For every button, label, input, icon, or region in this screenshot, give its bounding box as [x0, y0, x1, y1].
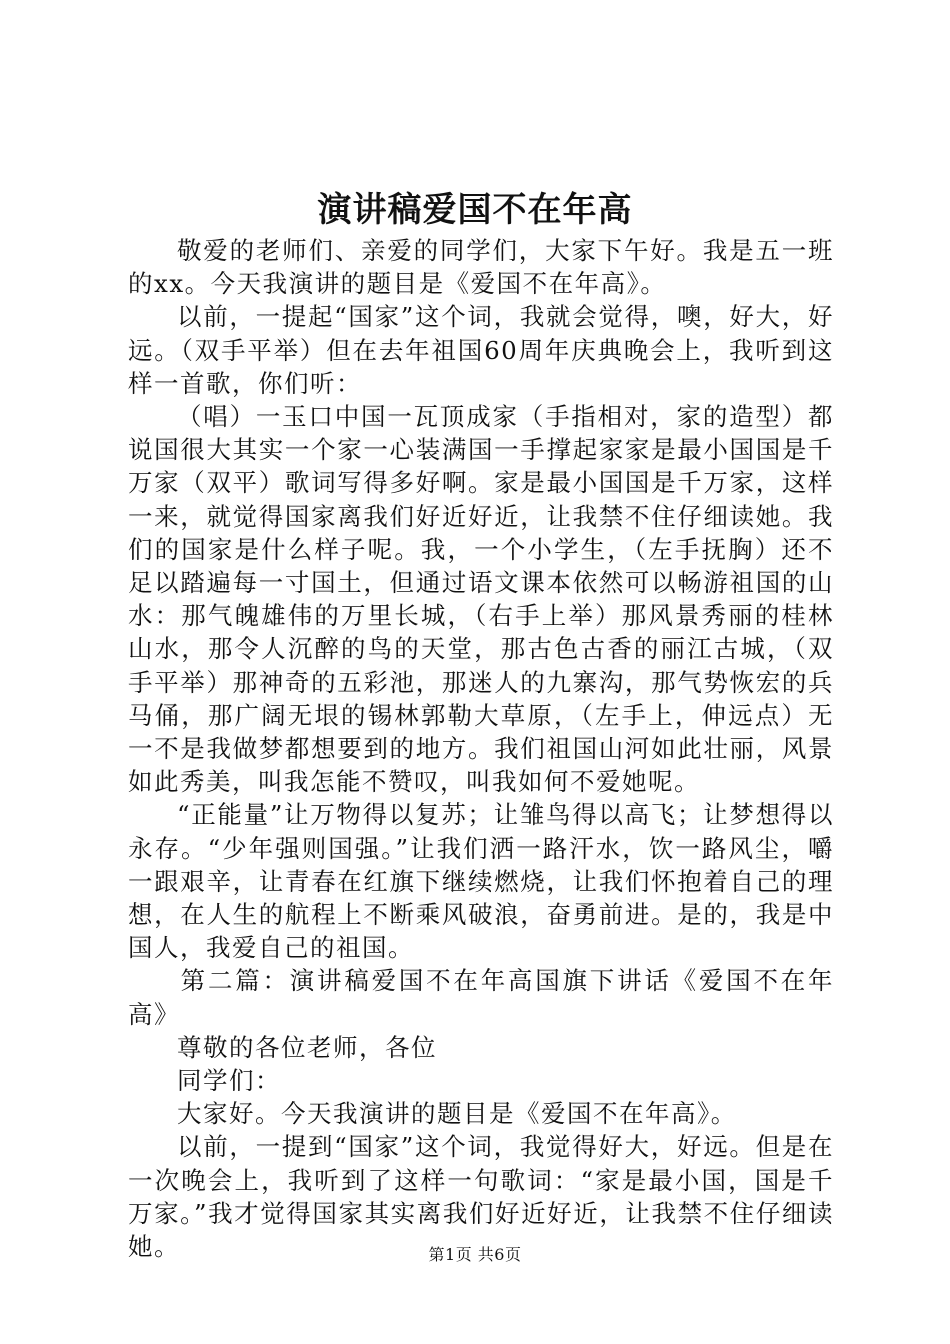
paragraph-intro: 以前，一提起“国家”这个词，我就会觉得，噢，好大，好远。（双手平举）但在去年祖国60周年庆典晚会上，我听到这样一首歌，你们听：: [128, 302, 834, 398]
paragraph-second-heading: 第二篇：演讲稿爱国不在年高国旗下讲话《爱国不在年高》: [128, 966, 834, 1029]
paragraph-energy: “正能量”让万物得以复苏；让雏鸟得以高飞；让梦想得以永存。“少年强则国强。”让我们洒一路汗水，饮一路风尘，嚼一跟艰辛，让青春在红旗下继续燃烧，让我们怀抱着自己的理想，在人生的航程上不断乘风破浪，奋勇前进。是的，我是中国人，我爱自己的祖国。: [128, 800, 834, 963]
page-footer: 第1页 共6页: [428, 1245, 522, 1264]
paragraph-greeting: 敬爱的老师们、亲爱的同学们，大家下午好。我是五一班的xx。今天我演讲的题目是《爱国不在年高》。: [128, 236, 834, 299]
paragraph-recollection: 以前，一提到“国家”这个词，我觉得好大，好远。但是在一次晚会上，我听到了这样一句歌词：“家是最小国，国是千万家。”我才觉得国家其实离我们好近好近，让我禁不住仔细读她。: [128, 1132, 834, 1262]
paragraph-hello: 大家好。今天我演讲的题目是《爱国不在年高》。: [177, 1099, 737, 1129]
document-title: 演讲稿爱国不在年高: [317, 190, 633, 230]
paragraph-salutation-cont: 同学们：: [177, 1066, 281, 1096]
paragraph-salutation: 尊敬的各位老师，各位: [177, 1032, 437, 1062]
document-body: [128, 234, 834, 1263]
paragraph-song: （唱）一玉口中国一瓦顶成家（手指相对，家的造型）都说国很大其实一个家一心装满国一手撑起家家是最小国国是千万家（双平）歌词写得多好啊。家是最小国国是千万家，这样一来，就觉得国家离我们好近好近，让我禁不住仔细读她。我们的国家是什么样子呢。我，一个小学生，（左手抚胸）还不足以踏遍每一寸国土，但通过语文课本依然可以畅游祖国的山水：那气魄雄伟的万里长城，（右手上举）那风景秀丽的桂林山水，那令人沉醉的鸟的天堂，那古色古香的丽江古城，（双手平举）那神奇的五彩池，那迷人的九寨沟，那气势恢宏的兵马俑，那广阔无垠的锡林郭勒大草原，（左手上，伸远点）无一不是我做梦都想要到的地方。我们祖国山河如此壮丽，风景如此秀美，叫我怎能不赞叹，叫我如何不爱她呢。: [128, 402, 834, 797]
